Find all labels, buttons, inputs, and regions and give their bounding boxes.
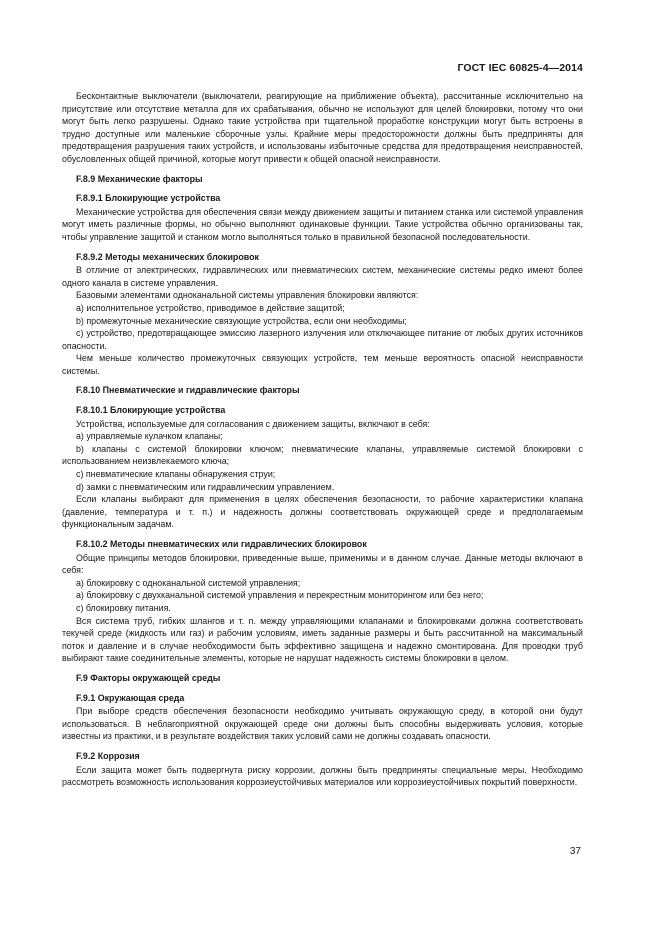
paragraph: а) блокировку с одноканальной системой управления;: [76, 577, 301, 588]
paragraph: Чем меньше количество промежуточных связующих устройств, тем меньше вероятность опасной неисправности системы.: [62, 353, 583, 376]
paragraph: Если защита может быть подвергнута риску коррозии, должны быть предприняты специальные меры. Необходимо рассмотреть возможность использования коррозиеустойчивых материалов или коррозиеустойчивых покрытий поверхности.: [62, 764, 583, 788]
paragraph: Базовыми элементами одноканальной системы управления блокировки являются:: [76, 290, 419, 301]
paragraph: b) промежуточные механические связующие устройства, если они необходимы;: [76, 315, 407, 326]
paragraph: Общие принципы методов блокировки, приведенные выше, применимы и в данном случае. Данные методы включают в себя:: [62, 552, 583, 576]
paragraph: В отличие от электрических, гидравлических или пневматических систем, механические системы редко имеют более одного канала в системе управления.: [62, 265, 583, 288]
section-heading: F.9.2 Коррозия: [76, 750, 140, 761]
paragraph: а) управляемые кулачком клапаны;: [76, 431, 223, 442]
paragraph: Если клапаны выбирают для применения в целях обеспечения безопасности, то рабочие характеристики клапана (давление, температура и т. п.) и надежность должны соответствовать окружающей среде и предполагаемым функциональным задачам.: [62, 494, 583, 530]
paragraph: с) устройство, предотвращающее эмиссию лазерного излучения или отключающее питание от любых других источников опасности.: [62, 328, 583, 351]
page-number: 37: [569, 846, 581, 857]
section-heading: F.8.10 Пневматические и гидравлические факторы: [76, 385, 300, 396]
section-heading: F.8.9 Механические факторы: [76, 173, 203, 184]
paragraph: Бесконтактные выключатели (выключатели, реагирующие на приближение объекта), рассчитанные исключительно на присутствие или отсутствие металла для их срабатывания, обычно не используют для целей блокировки, потому что они могут быть легко разрушены. Однако такие устройства при тщательной проработке конструкции могут быть встроены в трудно доступные или маленькие сборочные узлы. Крайние меры предосторожности должны быть предприняты для предотвращения разрушения таких устройств, и использованы избыточные средства для предотвращения неисправностей, обусловленных общей причиной, которые могут привести к общей опасной неисправности.: [62, 91, 583, 164]
section-heading: F.9 Факторы окружающей среды: [76, 672, 221, 683]
paragraph: d) замки с пневматическим или гидравлическим управлением.: [76, 481, 335, 492]
paragraph: с) блокировку питания.: [76, 602, 171, 613]
paragraph: b) клапаны с системой блокировки ключом; пневматические клапаны, управляемые системой блокировки с использованием неизвлекаемого ключа;: [62, 443, 583, 467]
standard-designation: ГОСТ IEC 60825-4—2014: [457, 62, 583, 74]
paragraph: Устройства, используемые для согласования с движением защиты, включают в себя:: [76, 418, 430, 429]
section-heading: F.8.9.2 Методы механических блокировок: [76, 251, 259, 262]
section-heading: F.8.10.1 Блокирующие устройства: [76, 405, 226, 416]
paragraph: Вся система труб, гибких шлангов и т. п. между управляющими клапанами и блокировками должна соответствовать текучей среде (жидкость или газ) и рабочим условиям, иметь заданные размеры и быть рассчитанной на максимальный поток и давление и в случае необходимости быть эффективно защищена и надежно смонтирована. Для проводки труб выбирают такие соединительные элементы, которые не нарушат надежность системы блокировки в целом.: [62, 615, 583, 664]
paragraph: При выборе средств обеспечения безопасности необходимо учитывать окружающую среду, в которой они будут использоваться. В неблагоприятной окружающей среде они должны быть способны выдерживать условия, которые известны из практики, и в результате воздействия таких условий сами не должны создавать опасности.: [62, 706, 583, 742]
section-heading: F.9.1 Окружающая среда: [76, 692, 185, 703]
document-body: [62, 90, 583, 789]
section-heading: F.8.9.1 Блокирующие устройства: [76, 193, 221, 204]
paragraph: Механические устройства для обеспечения связи между движением защиты и питанием станка или системой управления могут иметь различные формы, но обычно выполняют одинаковые функции. Такие устройства обычно организованы так, чтобы управление защитой и станком могло выполняться только в правильной безопасной последовательности.: [62, 206, 583, 242]
paragraph: а) исполнительное устройство, приводимое в действие защитой;: [76, 302, 345, 313]
paragraph: с) пневматические клапаны обнаружения струи;: [76, 469, 276, 480]
paragraph: а) блокировку с двухканальной системой управления и перекрестным мониторингом или без него;: [76, 590, 484, 601]
section-heading: F.8.10.2 Методы пневматических или гидравлических блокировок: [76, 539, 367, 549]
